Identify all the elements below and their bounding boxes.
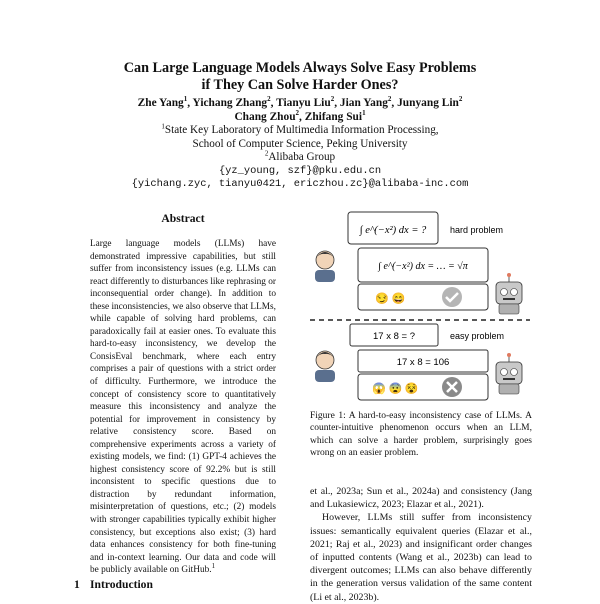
author-name: Chang Zhou xyxy=(234,110,296,123)
hard-answer-text: ∫ e^(−x²) dx = … = √π xyxy=(378,261,468,272)
author-name: Tianyu Liu xyxy=(276,97,331,109)
author-name: Yichang Zhang xyxy=(192,97,268,109)
check-icon xyxy=(442,287,462,307)
author-affil-mark: 2 xyxy=(458,95,463,104)
hard-problem-label: hard problem xyxy=(450,225,504,235)
easy-question-bubble xyxy=(350,324,438,346)
easy-answer-bubble xyxy=(358,350,488,372)
hard-question-text: ∫ e^(−x²) dx = ? xyxy=(359,225,427,236)
author-affil-mark: 2 xyxy=(295,108,300,117)
email-line-1: {yz_young, szf}@pku.edu.cn xyxy=(218,164,382,177)
affil-text: Alibaba Group xyxy=(268,151,336,164)
paper-title xyxy=(0,60,600,94)
easy-reaction-emojis: 😱 😨 😵 xyxy=(372,383,419,395)
author-affil-mark: 1 xyxy=(183,95,188,104)
hard-question-bubble xyxy=(348,212,438,244)
email-line-2: {yichang.zyc, tianyu0421, ericzhou.zc}@alibaba-inc.com xyxy=(131,178,469,191)
abstract-body xyxy=(90,238,276,577)
footnote-mark: 1 xyxy=(211,562,216,571)
hard-reaction-bubble xyxy=(358,284,488,310)
affiliation-2 xyxy=(0,151,600,165)
title-line-2: if They Can Solve Harder Ones? xyxy=(201,77,399,93)
easy-question-text: 17 x 8 = ? xyxy=(373,331,415,342)
author-name: Jian Yang xyxy=(339,97,388,109)
affiliation-1-line-1 xyxy=(0,124,600,138)
hard-answer-bubble xyxy=(358,248,488,282)
abstract-text: Large language models (LLMs) have demonstrated impressive capabilities, but still suffer from inconsistency issues (e.g. LLMs can react differently to disturbances like rephrasing or inconsequential order change). In addition to these inconsistencies, we also observe that LLMs, while capable of solving hard problems, can paradoxically fail at easier ones. To evaluate this hard-to-easy inconsistency, we develop the ConsisEval benchmark, where each entry comprises a pair of questions with a strict order of difficulty. Furthermore, we introduce the concept of consistency score to quantitatively measure this inconsistency and analyze the potential for improvement in consistency by relative consistency score. Based on comprehensive experiments across a variety of existing models, we find: (1) GPT-4 achieves the highest consistency score of 92.2% but is still inconsistent to specific questions due to distraction by redundant information, misinterpretation of questions, etc.; (2) models with stronger capabilities typically exhibit higher consistency, but exceptions also exist; (3) hard data enhances consistency for both fine-tuning and in-context learning. Our data and code will be publicly available on GitHub. xyxy=(90,239,276,576)
figure-1 xyxy=(300,200,540,402)
easy-problem-label: easy problem xyxy=(450,331,505,341)
figure-caption: Figure 1: A hard-to-easy inconsistency case of LLMs. A counter-intuitive phenomenon occurs when an LLM, which can solve a harder problem, surprisingly goes wrong on an easier problem. xyxy=(310,411,532,459)
hard-reaction-emojis: 😏 😄 xyxy=(375,293,406,305)
user-avatar-icon xyxy=(315,251,335,282)
affil-mark: 1 xyxy=(161,122,165,131)
user-avatar-icon xyxy=(315,351,335,382)
author-line-1: Zhe Yang$^1$, Yichang Zhang$^2$, Tianyu Liu$^2$, Jian Yang$^2$, Junyang Lin$^2$ xyxy=(137,95,463,109)
affiliations xyxy=(0,124,600,192)
robot-icon xyxy=(496,353,522,394)
easy-answer-text: 17 x 8 = 106 xyxy=(396,357,450,368)
abstract-heading: Abstract xyxy=(161,212,205,225)
affil-text: State Key Laboratory of Multimedia Information Processing, xyxy=(164,124,439,136)
author-affil-mark: 2 xyxy=(267,95,271,104)
section-heading xyxy=(74,578,153,591)
section-title: Introduction xyxy=(90,578,153,591)
author-affil-mark: 1 xyxy=(362,108,366,117)
author-list xyxy=(0,97,600,124)
author-name: Zhe Yang xyxy=(137,97,184,109)
section-number: 1 xyxy=(74,578,80,591)
easy-reaction-bubble xyxy=(358,374,488,400)
affiliation-1-line-2: School of Computer Science, Peking University xyxy=(192,137,408,150)
author-name: Zhifang Sui xyxy=(304,110,363,123)
author-affil-mark: 2 xyxy=(330,95,335,104)
author-line-2: Chang Zhou$^2$, Zhifang Sui$^1$ xyxy=(234,108,366,123)
title-line-1: Can Large Language Models Always Solve Easy Problems xyxy=(123,60,477,76)
intro-body-right xyxy=(310,485,532,604)
paragraph: et al., 2023a; Sun et al., 2024a) and consistency (Jang and Lukasiewicz, 2023; Elazar et al., 2021). xyxy=(310,486,532,511)
affil-mark: 2 xyxy=(264,149,269,158)
paragraph: However, LLMs still suffer from inconsistency issues: semantically equivalent queries (Elazar et al., 2021; Raj et al., 2023) and insignificant order changes of inputted contents (Wang et al., 2023b) can lead to divergent outcomes; LLMs can also behave differently in the generation versus validation of the same content (Li et al., 2023b). xyxy=(310,512,532,603)
author-name: Junyang Lin xyxy=(397,97,459,109)
author-affil-mark: 2 xyxy=(387,95,392,104)
robot-icon xyxy=(496,273,522,314)
